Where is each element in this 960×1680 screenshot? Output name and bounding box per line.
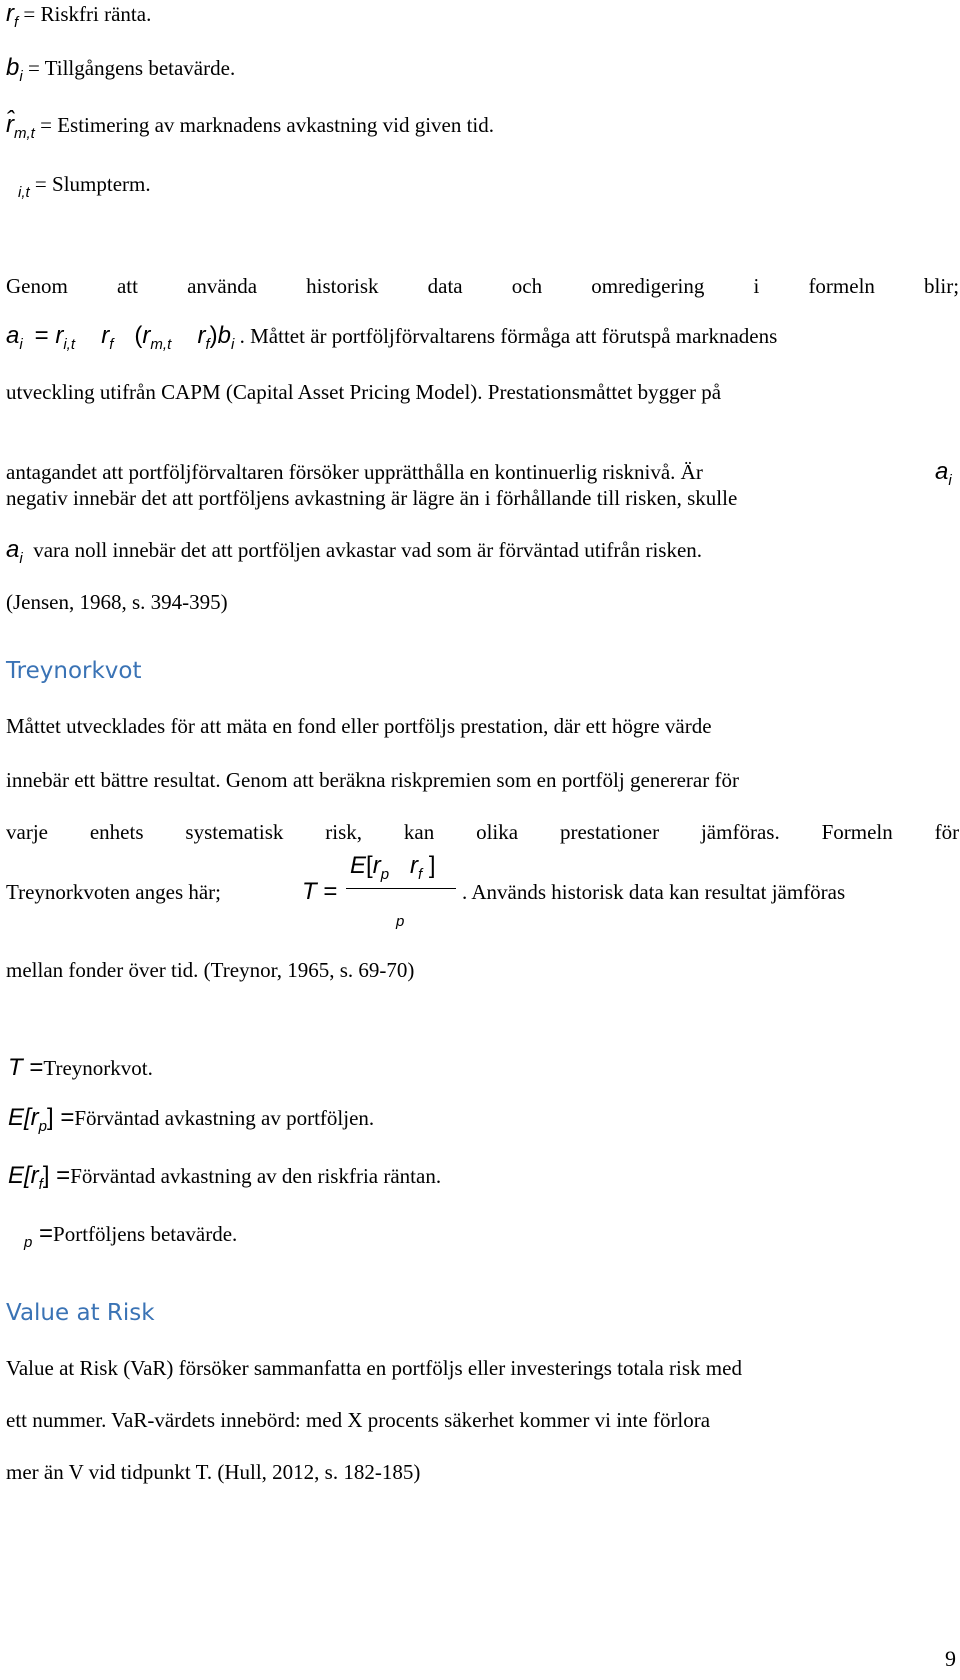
page-number: 9 — [945, 1646, 956, 1671]
para2-line4-start: Treynorkvoten anges här; — [6, 880, 222, 904]
para2-line5: mellan fonder över tid. (Treynor, 1965, s. 69-70) — [6, 958, 415, 982]
para1-line5: negativ innebär det att portföljens avkastning är lägre än i förhållande till risken, skulle — [6, 486, 738, 510]
para1-line3: utveckling utifrån CAPM (Capital Asset Pricing Model). Prestationsmåttet bygger på — [6, 380, 722, 404]
para1-line1: Genom att använda historisk data och omredigering i formeln blir; — [6, 274, 960, 298]
treynor-denominator: p — [396, 913, 405, 930]
def-rf: $r_f$ = Riskfri ränta. — [6, 0, 152, 31]
def-text: Tillgångens betavärde. — [44, 56, 236, 80]
def-text: Riskfri ränta. — [40, 2, 152, 26]
para2-line2: innebär ett bättre resultat. Genom att beräkna riskpremien som en portfölj genererar för — [6, 768, 739, 792]
para1-line7: (Jensen, 1968, s. 394-395) — [6, 590, 228, 614]
para2-line1: Måttet utvecklades för att mäta en fond eller portföljs prestation, där ett högre värde — [6, 714, 712, 738]
jensen-formula-line: $a_i = r_{i,t}$ $r_f$ ($r_{m,t}$ $r_f)b_i$ . Måttet är portföljförvaltarens förmåga att förutspå marknadens — [6, 322, 778, 353]
def-Erp: $E[r_p]$ =Förväntad avkastning av portföljen. — [8, 1104, 375, 1135]
para3-line2: ett nummer. VaR-värdets innebörd: med X procents säkerhet kommer vi inte förlora — [6, 1408, 711, 1432]
para1-line6: $a_i$ vara noll innebär det att portföljen avkastar vad som är förväntad utifrån risken. — [6, 536, 703, 567]
para1-line4: antagandet att portföljförvaltaren försöker upprätthålla en kontinuerlig risknivå. Är — [6, 460, 703, 484]
para3-line3: mer än V vid tidpunkt T. (Hull, 2012, s. 182-185) — [6, 1460, 421, 1484]
def-T: T =Treynorkvot. — [8, 1054, 153, 1081]
def-Erf: $E[r_f]$ =Förväntad avkastning av den riskfria räntan. — [8, 1162, 442, 1193]
fraction-bar — [346, 888, 456, 889]
treynor-formula: T = — [302, 878, 338, 905]
para2-line3: varje enhets systematisk risk, kan olika prestationer jämföras. Formeln för — [6, 820, 960, 844]
def-slump: $_{i,t}$ = Slumpterm. — [18, 172, 151, 201]
jensen-formula: $a_i = r_{i,t}$ $r_f$ ($r_{m,t}$ $r_f)b_i$ — [6, 322, 235, 353]
para3-line1: Value at Risk (VaR) försöker sammanfatta en portföljs eller investerings totala risk med — [6, 1356, 742, 1380]
def-text: Slumpterm. — [52, 172, 151, 196]
def-rmt: $r̂_{m,t}$ = Estimering av marknadens avkastning vid given tid. — [6, 111, 495, 142]
para2-line4-end: . Används historisk data kan resultat jämföras — [462, 880, 846, 904]
def-beta-p: $_p$ =Portföljens betavärde. — [24, 1220, 238, 1251]
def-bi: $b_i$ = Tillgångens betavärde. — [6, 54, 236, 85]
heading-treynor: Treynorkvot — [6, 658, 142, 684]
treynor-numerator: $E[r_p$ $r_f$ ] — [350, 852, 436, 883]
def-text: Estimering av marknadens avkastning vid given tid. — [57, 113, 495, 137]
heading-var: Value at Risk — [6, 1300, 155, 1326]
alpha-symbol: $a_i$ — [935, 458, 952, 489]
